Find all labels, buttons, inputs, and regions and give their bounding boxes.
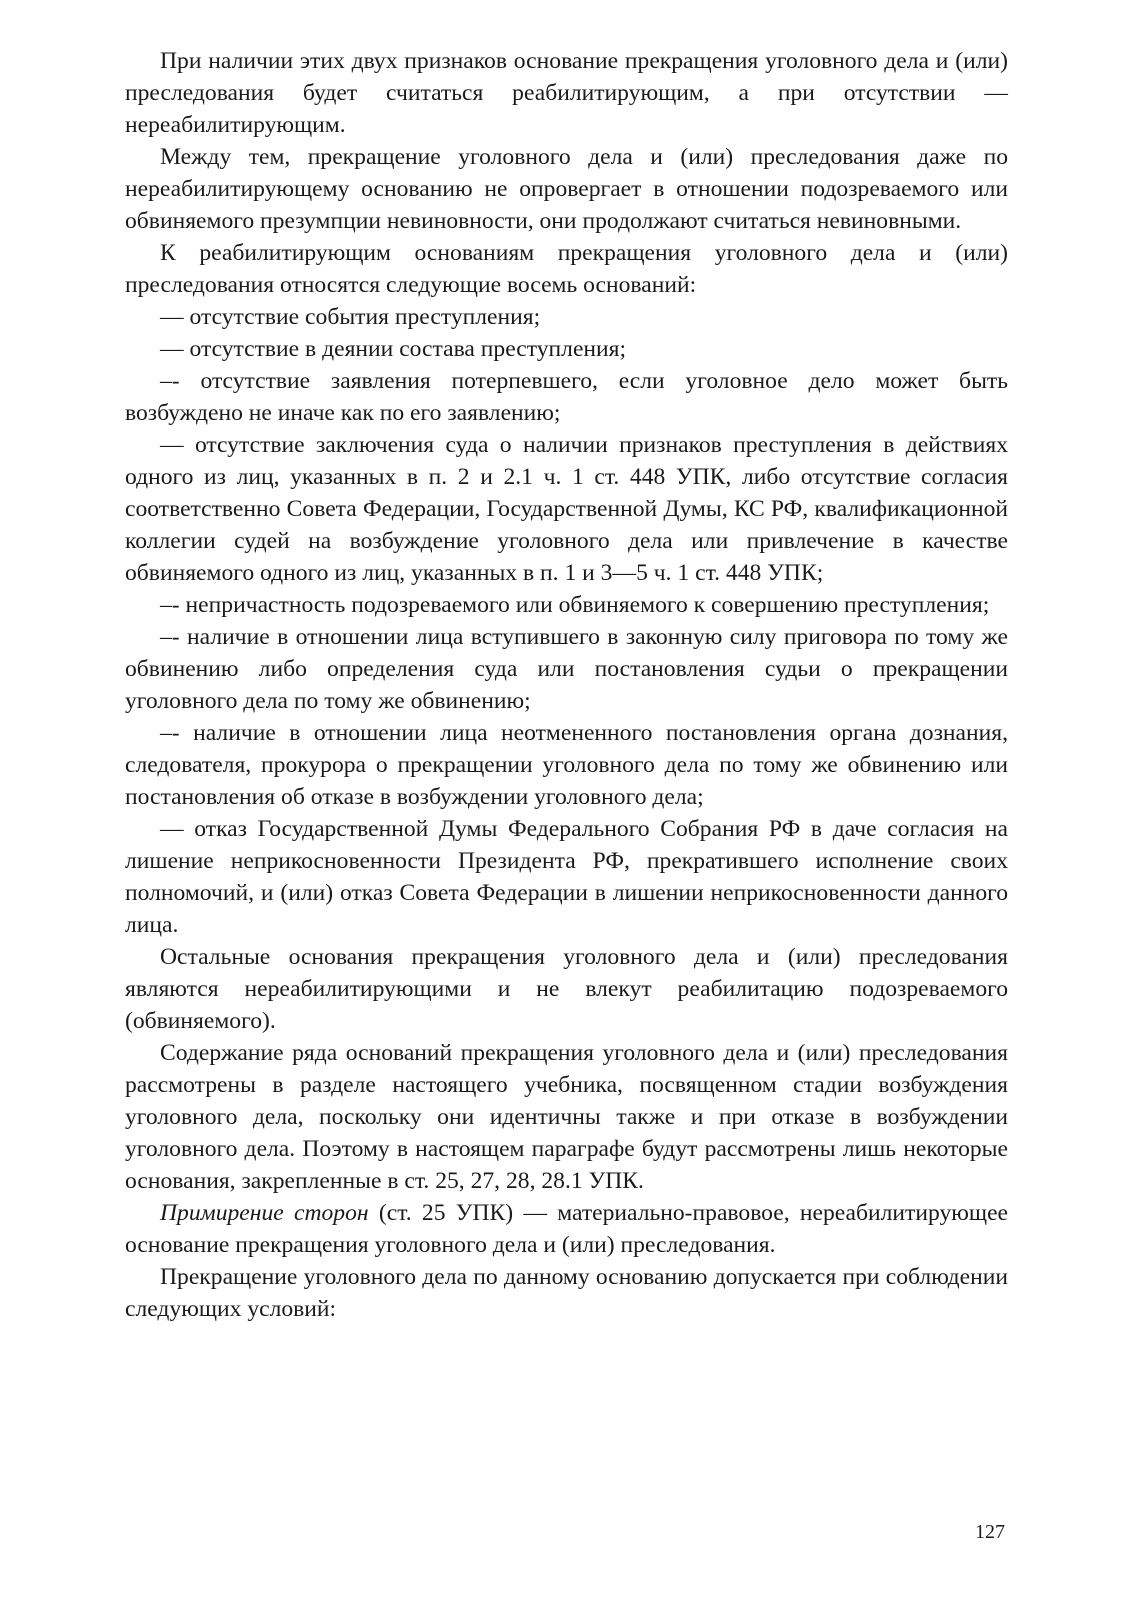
paragraph: Между тем, прекращение уголовного дела и (или) преследования даже по нереабилитирующему основанию не опровергает в отношении подозреваемого или обвиняемого презумпции невиновности, они продолжают считаться невиновными. <box>125 144 1008 234</box>
list-item: –- наличие в отношении лица вступившего в законную силу приговора по тому же обвинению либо определения суда или постановления судьи о прекращении уголовного дела по тому же обвинению; <box>125 624 1008 714</box>
list-item: — отсутствие в деянии состава преступления; <box>160 336 627 362</box>
list-item: –- непричастность подозреваемого или обвиняемого к совершению преступления; <box>160 592 990 618</box>
paragraph: Прекращение уголовного дела по данному основанию допускается при соблюдении следующих условий: <box>125 1264 1008 1322</box>
paragraph: Остальные основания прекращения уголовного дела и (или) преследования являются нереабилитирующими и не влекут реабилитацию подозреваемого (обвиняемого). <box>125 944 1008 1034</box>
term-italic: Примирение сторон <box>160 1200 369 1226</box>
paragraph-text: (ст. 25 УПК) — материально-правовое, нереабилитирующее основание прекращения уголовного дела и (или) преследования. <box>125 1200 1009 1258</box>
paragraph: При наличии этих двух признаков основание прекращения уголовного дела и (или) преследования будет считаться реабилитирующим, а при отсутствии — нереабилитирующим. <box>125 48 1008 138</box>
list-item: –- отсутствие заявления потерпевшего, если уголовное дело может быть возбуждено не иначе как по его заявлению; <box>125 368 1008 426</box>
list-item: — отсутствие события преступления; <box>160 304 541 330</box>
paragraph: Содержание ряда оснований прекращения уголовного дела и (или) преследования рассмотрены в разделе настоящего учебника, посвященном стадии возбуждения уголовного дела, поскольку они идентичны также и при отказе в возбуждении уголовного дела. Поэтому в настоящем параграфе будут рассмотрены лишь некоторые основания, закрепленные в ст. 25, 27, 28, 28.1 УПК. <box>125 1040 1008 1194</box>
list-item: — отказ Государственной Думы Федерального Собрания РФ в даче согласия на лишение неприкосновенности Президента РФ, прекратившего исполнение своих полномочий, и (или) отказ Совета Федерации в лишении неприкосновенности данного лица. <box>125 816 1008 938</box>
page-body <box>125 45 1008 1325</box>
paragraph: К реабилитирующим основаниям прекращения уголовного дела и (или) преследования относятся следующие восемь оснований: <box>125 240 1008 298</box>
list-item: — отсутствие заключения суда о наличии признаков преступления в действиях одного из лиц, указанных в п. 2 и 2.1 ч. 1 ст. 448 УПК, либо отсутствие согласия соответственно Совета Федерации, Государственной Думы, КС РФ, квалификационной коллегии судей на возбуждение уголовного дела или привлечение в качестве обвиняемого одного из лиц, указанных в п. 1 и 3—5 ч. 1 ст. 448 УПК; <box>125 432 1008 586</box>
list-item: –- наличие в отношении лица неотмененного постановления органа дознания, следователя, прокурора о прекращении уголовного дела по тому же обвинению или постановления об отказе в возбуждении уголовного дела; <box>125 720 1008 810</box>
paragraph <box>125 1197 1008 1261</box>
page-number: 127 <box>975 1521 1005 1543</box>
